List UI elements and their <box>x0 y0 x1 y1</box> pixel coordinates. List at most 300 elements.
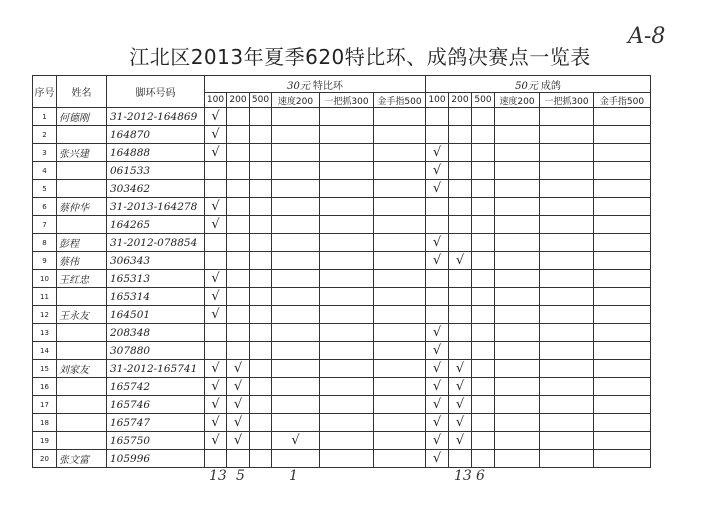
g1-mark-cell <box>272 234 320 252</box>
g1-mark-cell <box>374 324 426 342</box>
g1-mark-cell <box>227 180 250 198</box>
g1-mark-cell <box>374 126 426 144</box>
seq-cell: 7 <box>33 216 57 234</box>
g1-mark-cell <box>272 162 320 180</box>
g1-mark-cell <box>320 342 374 360</box>
g2-mark-cell <box>472 396 495 414</box>
seq-cell: 19 <box>33 432 57 450</box>
g2-mark-cell <box>449 342 472 360</box>
g1-mark-cell <box>320 414 374 432</box>
g1-mark-cell <box>374 234 426 252</box>
g2-mark-cell <box>495 216 540 234</box>
g2-mark-cell <box>495 180 540 198</box>
ring-cell: 164501 <box>107 306 205 324</box>
g1-mark-cell: √ <box>205 216 227 234</box>
g1-mark-cell <box>250 288 272 306</box>
g1-mark-cell: √ <box>205 378 227 396</box>
g1-mark-cell: √ <box>272 432 320 450</box>
g1-mark-cell <box>250 198 272 216</box>
g1-mark-cell: √ <box>227 414 250 432</box>
g2-mark-cell <box>426 306 449 324</box>
g2-mark-cell: √ <box>449 414 472 432</box>
g1-mark-cell: √ <box>205 270 227 288</box>
g2-mark-cell <box>594 126 651 144</box>
g1-mark-cell <box>205 180 227 198</box>
g2-mark-cell <box>540 396 594 414</box>
g1-sub-header: 一把抓300 <box>320 93 374 108</box>
g1-mark-cell <box>272 306 320 324</box>
g2-mark-cell <box>495 342 540 360</box>
g2-mark-cell <box>495 414 540 432</box>
g1-mark-cell <box>227 234 250 252</box>
table-row <box>33 180 651 198</box>
g1-mark-cell <box>205 252 227 270</box>
g1-mark-cell <box>374 198 426 216</box>
g1-mark-cell <box>374 414 426 432</box>
g2-sub-header: 100 <box>426 93 449 108</box>
g1-mark-cell <box>250 180 272 198</box>
g1-mark-cell <box>320 216 374 234</box>
g2-mark-cell <box>426 216 449 234</box>
g2-mark-cell: √ <box>426 324 449 342</box>
g2-mark-cell: √ <box>449 432 472 450</box>
g2-sub-header: 200 <box>449 93 472 108</box>
name-cell: 张兴建 <box>57 144 107 162</box>
g1-mark-cell <box>205 450 227 468</box>
table-row <box>33 234 651 252</box>
g1-mark-cell <box>272 108 320 126</box>
g2-mark-cell: √ <box>426 378 449 396</box>
g1-mark-cell <box>250 144 272 162</box>
g1-mark-cell <box>250 342 272 360</box>
g2-mark-cell <box>540 180 594 198</box>
seq-header: 序号 <box>33 76 57 108</box>
g2-mark-cell <box>449 450 472 468</box>
ring-cell: 31-2012-165741 <box>107 360 205 378</box>
table-row <box>33 198 651 216</box>
g2-mark-cell <box>472 450 495 468</box>
seq-cell: 10 <box>33 270 57 288</box>
g1-mark-cell <box>320 144 374 162</box>
ring-cell: 165750 <box>107 432 205 450</box>
g1-mark-cell <box>227 288 250 306</box>
g1-mark-cell: √ <box>205 288 227 306</box>
name-cell <box>57 162 107 180</box>
g2-mark-cell: √ <box>426 180 449 198</box>
table-row <box>33 396 651 414</box>
group2-fee-note: 50元 <box>515 80 538 92</box>
g2-mark-cell: √ <box>426 144 449 162</box>
g2-mark-cell: √ <box>449 378 472 396</box>
g2-mark-cell: √ <box>426 432 449 450</box>
g2-mark-cell <box>540 342 594 360</box>
g2-mark-cell <box>472 144 495 162</box>
g1-mark-cell <box>374 252 426 270</box>
g2-mark-cell <box>472 288 495 306</box>
g1-mark-cell <box>250 378 272 396</box>
seq-cell: 15 <box>33 360 57 378</box>
g1-mark-cell <box>227 270 250 288</box>
g1-mark-cell <box>320 450 374 468</box>
results-sheet <box>32 75 651 468</box>
seq-cell: 18 <box>33 414 57 432</box>
table-row <box>33 252 651 270</box>
ring-header: 脚环号码 <box>107 76 205 108</box>
g2-mark-cell <box>472 108 495 126</box>
table-row <box>33 342 651 360</box>
table-row <box>33 306 651 324</box>
g1-mark-cell <box>320 252 374 270</box>
g2-mark-cell: √ <box>426 414 449 432</box>
g2-mark-cell <box>472 180 495 198</box>
name-cell <box>57 342 107 360</box>
g1-mark-cell <box>272 324 320 342</box>
g2-mark-cell <box>540 198 594 216</box>
g1-mark-cell <box>227 306 250 324</box>
g2-mark-cell: √ <box>449 252 472 270</box>
g1-mark-cell <box>272 216 320 234</box>
g1-mark-cell <box>320 432 374 450</box>
g2-mark-cell: √ <box>449 360 472 378</box>
seq-cell: 6 <box>33 198 57 216</box>
page-label: A-8 <box>628 24 666 49</box>
g2-sub-header: 一把抓300 <box>540 93 594 108</box>
g2-mark-cell <box>495 126 540 144</box>
seq-cell: 13 <box>33 324 57 342</box>
g1-mark-cell <box>227 126 250 144</box>
g2-mark-cell <box>449 234 472 252</box>
ring-cell: 165747 <box>107 414 205 432</box>
g1-mark-cell <box>272 450 320 468</box>
g1-sub-header: 200 <box>227 93 250 108</box>
table-row <box>33 414 651 432</box>
table-row <box>33 162 651 180</box>
g2-mark-cell <box>594 342 651 360</box>
g2-mark-cell <box>495 450 540 468</box>
g1-mark-cell <box>227 252 250 270</box>
g1-mark-cell <box>272 396 320 414</box>
g2-mark-cell <box>594 324 651 342</box>
group1-fee-note: 30元 <box>287 80 310 92</box>
ring-cell: 165314 <box>107 288 205 306</box>
g1-mark-cell: √ <box>205 198 227 216</box>
g2-mark-cell <box>472 432 495 450</box>
g1-mark-cell <box>374 108 426 126</box>
g2-mark-cell <box>540 270 594 288</box>
g2-mark-cell <box>495 432 540 450</box>
ring-cell: 31-2012-164869 <box>107 108 205 126</box>
g1-mark-cell <box>320 396 374 414</box>
table-row <box>33 216 651 234</box>
g1-mark-cell <box>227 342 250 360</box>
ring-cell: 307880 <box>107 342 205 360</box>
g1-mark-cell <box>374 306 426 324</box>
g2-mark-cell <box>472 414 495 432</box>
ring-cell: 164888 <box>107 144 205 162</box>
g2-mark-cell: √ <box>426 162 449 180</box>
g2-mark-cell <box>495 198 540 216</box>
name-cell <box>57 180 107 198</box>
g2-mark-cell <box>449 126 472 144</box>
seq-cell: 12 <box>33 306 57 324</box>
g2-mark-cell <box>472 324 495 342</box>
g2-mark-cell <box>540 144 594 162</box>
seq-cell: 1 <box>33 108 57 126</box>
name-cell: 张文富 <box>57 450 107 468</box>
g1-mark-cell <box>272 288 320 306</box>
g2-mark-cell <box>594 144 651 162</box>
name-cell: 彭程 <box>57 234 107 252</box>
g1-sub-header: 500 <box>250 93 272 108</box>
group2-header <box>426 76 651 93</box>
g2-mark-cell: √ <box>426 450 449 468</box>
g2-mark-cell <box>495 288 540 306</box>
g2-sub-header: 金手指500 <box>594 93 651 108</box>
g1-mark-cell <box>250 450 272 468</box>
g2-mark-cell <box>472 126 495 144</box>
g2-mark-cell <box>449 144 472 162</box>
g2-mark-cell <box>594 432 651 450</box>
g1-mark-cell: √ <box>227 378 250 396</box>
g1-mark-cell <box>374 360 426 378</box>
g2-mark-cell <box>472 234 495 252</box>
g2-mark-cell <box>495 252 540 270</box>
g2-mark-cell <box>472 198 495 216</box>
g2-mark-cell <box>449 288 472 306</box>
g1-mark-cell: √ <box>205 108 227 126</box>
g1-mark-cell <box>374 432 426 450</box>
g1-mark-cell <box>272 126 320 144</box>
table-row <box>33 450 651 468</box>
seq-cell: 5 <box>33 180 57 198</box>
total-g1-speed: 1 <box>289 468 298 484</box>
g2-mark-cell <box>449 162 472 180</box>
total-g1-200: 5 <box>236 468 245 484</box>
g1-mark-cell <box>374 216 426 234</box>
ring-cell: 303462 <box>107 180 205 198</box>
g2-mark-cell: √ <box>449 396 472 414</box>
name-cell <box>57 324 107 342</box>
seq-cell: 2 <box>33 126 57 144</box>
g1-mark-cell <box>272 198 320 216</box>
ring-cell: 164265 <box>107 216 205 234</box>
g2-mark-cell <box>594 162 651 180</box>
g1-mark-cell: √ <box>205 396 227 414</box>
total-g2-200: 6 <box>476 468 485 484</box>
g1-mark-cell <box>320 162 374 180</box>
g1-mark-cell: √ <box>227 396 250 414</box>
g2-mark-cell <box>540 162 594 180</box>
group2-label: 成鸽 <box>540 80 561 92</box>
g2-mark-cell <box>495 234 540 252</box>
g2-mark-cell <box>426 198 449 216</box>
total-g1-100: 13 <box>209 468 227 484</box>
name-cell <box>57 396 107 414</box>
g2-mark-cell <box>426 126 449 144</box>
g1-mark-cell <box>374 288 426 306</box>
ring-cell: 061533 <box>107 162 205 180</box>
g1-mark-cell <box>227 324 250 342</box>
g2-mark-cell <box>594 180 651 198</box>
g2-mark-cell <box>594 252 651 270</box>
results-table <box>32 75 651 468</box>
page-title: 江北区2013年夏季620特比环、成鸽决赛点一览表 <box>129 45 591 69</box>
g2-mark-cell <box>540 324 594 342</box>
name-cell: 何德刚 <box>57 108 107 126</box>
g2-mark-cell <box>449 270 472 288</box>
g1-mark-cell <box>272 414 320 432</box>
seq-cell: 4 <box>33 162 57 180</box>
g2-sub-header: 500 <box>472 93 495 108</box>
name-cell <box>57 216 107 234</box>
g2-mark-cell <box>449 306 472 324</box>
table-row <box>33 360 651 378</box>
group1-header <box>205 76 426 93</box>
g2-mark-cell <box>594 198 651 216</box>
g1-mark-cell <box>272 360 320 378</box>
g1-mark-cell <box>320 288 374 306</box>
g2-mark-cell: √ <box>426 252 449 270</box>
ring-cell: 306343 <box>107 252 205 270</box>
g2-mark-cell <box>472 270 495 288</box>
g1-mark-cell <box>250 270 272 288</box>
g2-mark-cell <box>540 414 594 432</box>
g1-mark-cell <box>250 414 272 432</box>
g1-mark-cell <box>320 324 374 342</box>
g1-mark-cell <box>250 216 272 234</box>
g2-mark-cell <box>472 162 495 180</box>
seq-cell: 17 <box>33 396 57 414</box>
ring-cell: 165746 <box>107 396 205 414</box>
ring-cell: 164870 <box>107 126 205 144</box>
g1-mark-cell <box>374 180 426 198</box>
g2-mark-cell <box>540 432 594 450</box>
g1-sub-header: 金手指500 <box>374 93 426 108</box>
g2-mark-cell <box>540 108 594 126</box>
g1-mark-cell <box>272 270 320 288</box>
g2-mark-cell <box>594 216 651 234</box>
g2-mark-cell <box>540 306 594 324</box>
g2-mark-cell <box>540 360 594 378</box>
table-row <box>33 144 651 162</box>
g2-mark-cell <box>594 378 651 396</box>
g2-mark-cell <box>540 126 594 144</box>
g1-mark-cell <box>250 324 272 342</box>
g2-mark-cell <box>426 288 449 306</box>
table-row <box>33 288 651 306</box>
seq-cell: 14 <box>33 342 57 360</box>
g2-mark-cell <box>495 360 540 378</box>
g2-mark-cell <box>594 450 651 468</box>
g1-mark-cell <box>205 162 227 180</box>
seq-cell: 11 <box>33 288 57 306</box>
g2-mark-cell <box>495 396 540 414</box>
g1-mark-cell <box>250 432 272 450</box>
g2-mark-cell <box>495 378 540 396</box>
g2-mark-cell: √ <box>426 396 449 414</box>
total-g2-100: 13 <box>454 468 472 484</box>
g1-mark-cell <box>227 198 250 216</box>
g1-mark-cell <box>250 396 272 414</box>
g1-mark-cell: √ <box>205 306 227 324</box>
g2-mark-cell <box>540 216 594 234</box>
g2-mark-cell <box>449 324 472 342</box>
g1-mark-cell <box>227 162 250 180</box>
table-row <box>33 324 651 342</box>
name-cell <box>57 432 107 450</box>
g1-mark-cell <box>320 198 374 216</box>
g1-mark-cell <box>250 360 272 378</box>
g1-mark-cell <box>374 270 426 288</box>
g1-mark-cell <box>250 306 272 324</box>
g1-mark-cell: √ <box>227 432 250 450</box>
table-row <box>33 108 651 126</box>
g1-mark-cell <box>272 180 320 198</box>
g2-mark-cell <box>495 108 540 126</box>
g1-mark-cell <box>227 108 250 126</box>
seq-cell: 20 <box>33 450 57 468</box>
g1-mark-cell <box>227 144 250 162</box>
g2-mark-cell <box>594 270 651 288</box>
g2-mark-cell <box>449 180 472 198</box>
g2-mark-cell <box>472 216 495 234</box>
name-cell <box>57 288 107 306</box>
name-cell: 蔡仲华 <box>57 198 107 216</box>
ring-cell: 31-2012-078854 <box>107 234 205 252</box>
g1-sub-header: 速度200 <box>272 93 320 108</box>
name-cell: 王红忠 <box>57 270 107 288</box>
g1-mark-cell: √ <box>205 414 227 432</box>
g2-mark-cell <box>495 144 540 162</box>
g2-mark-cell <box>540 252 594 270</box>
g1-mark-cell <box>205 234 227 252</box>
g2-mark-cell <box>472 306 495 324</box>
g2-mark-cell <box>594 414 651 432</box>
g2-mark-cell <box>594 396 651 414</box>
g1-mark-cell: √ <box>205 432 227 450</box>
ring-cell: 31-2013-164278 <box>107 198 205 216</box>
name-header: 姓名 <box>57 76 107 108</box>
g1-mark-cell <box>250 234 272 252</box>
g1-mark-cell <box>250 252 272 270</box>
ring-cell: 208348 <box>107 324 205 342</box>
name-cell <box>57 126 107 144</box>
g1-mark-cell <box>272 342 320 360</box>
g2-mark-cell: √ <box>426 234 449 252</box>
table-row <box>33 270 651 288</box>
g1-mark-cell <box>374 378 426 396</box>
g2-mark-cell <box>449 108 472 126</box>
g1-mark-cell <box>374 144 426 162</box>
g1-mark-cell <box>374 396 426 414</box>
g1-mark-cell <box>320 360 374 378</box>
g2-mark-cell <box>426 108 449 126</box>
g1-mark-cell: √ <box>205 144 227 162</box>
ring-cell: 105996 <box>107 450 205 468</box>
g1-mark-cell <box>320 180 374 198</box>
seq-cell: 9 <box>33 252 57 270</box>
g2-mark-cell <box>540 288 594 306</box>
g1-sub-header: 100 <box>205 93 227 108</box>
g1-mark-cell: √ <box>205 126 227 144</box>
g1-mark-cell <box>374 342 426 360</box>
g2-mark-cell <box>449 198 472 216</box>
g1-mark-cell <box>227 216 250 234</box>
g1-mark-cell <box>320 306 374 324</box>
g2-mark-cell <box>594 288 651 306</box>
g1-mark-cell <box>272 252 320 270</box>
g2-mark-cell <box>594 108 651 126</box>
